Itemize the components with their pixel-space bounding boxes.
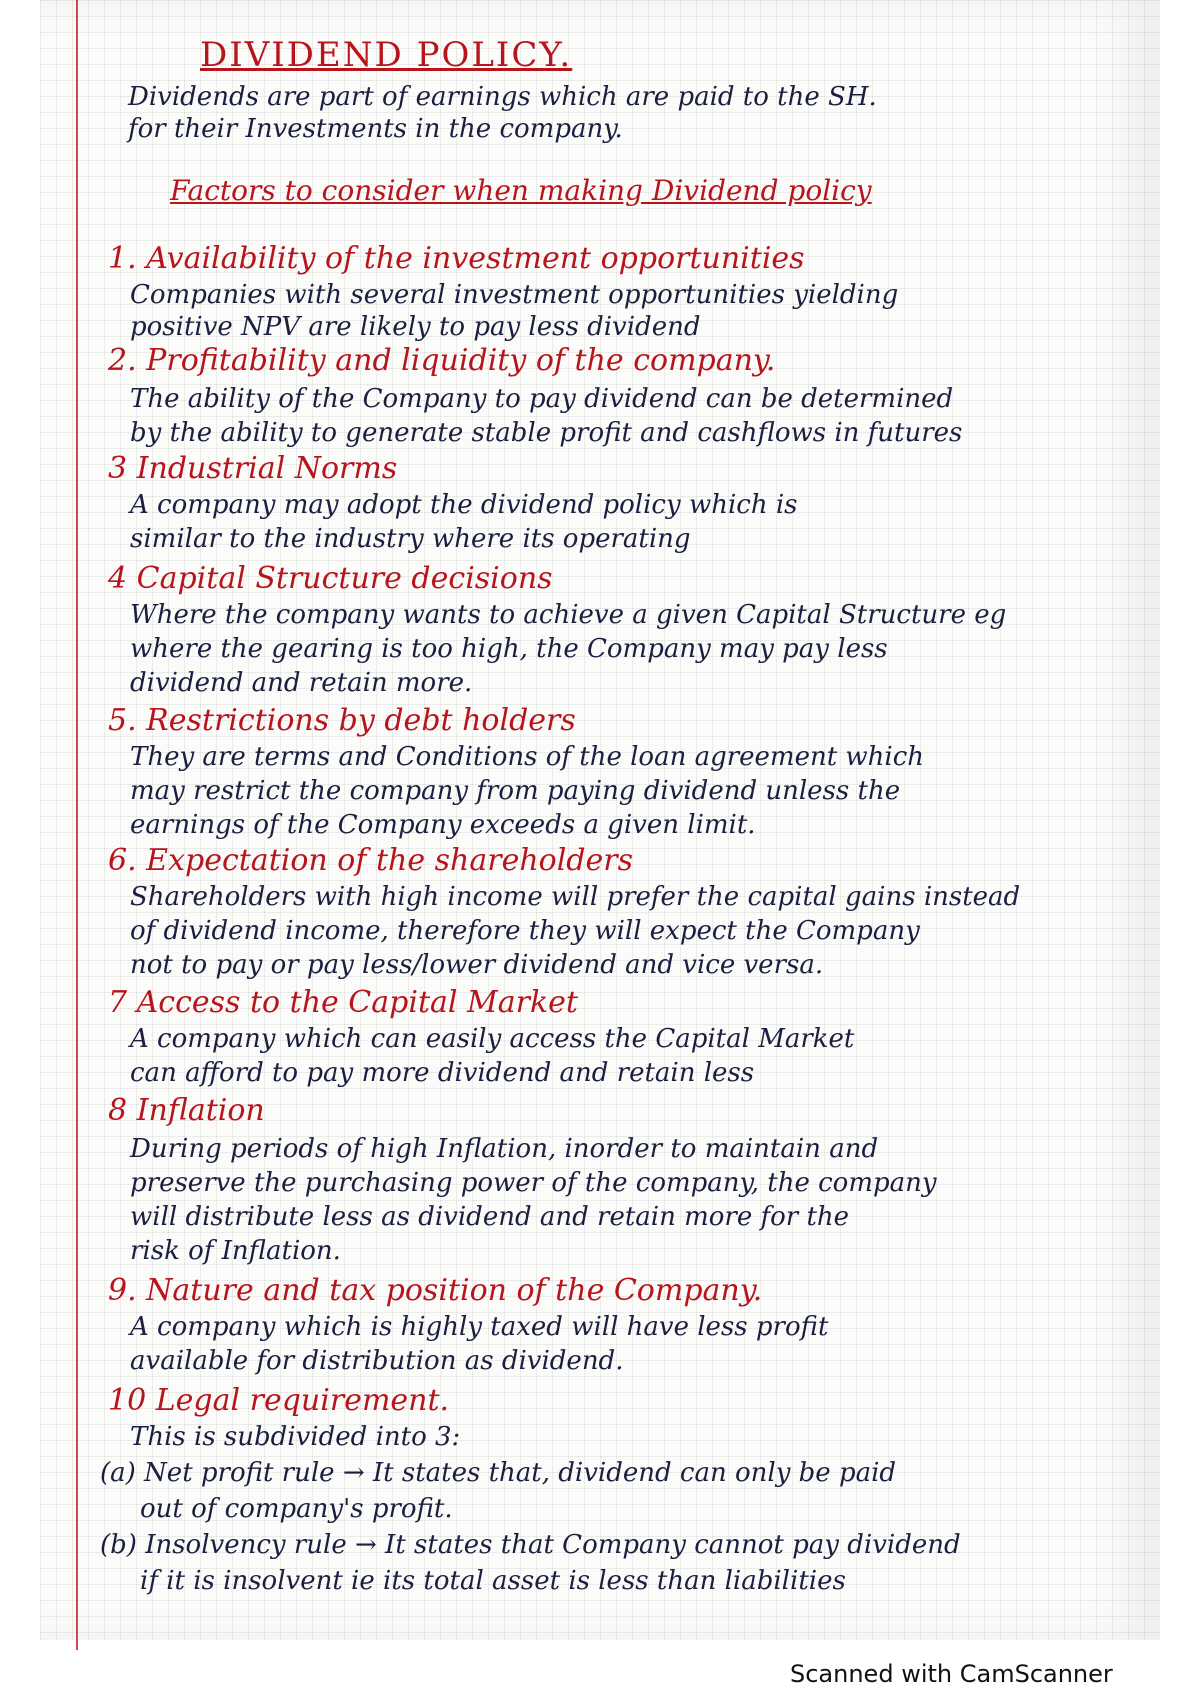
item-10-line: (a) Net profit rule → It states that, dividend can only be paid xyxy=(100,1458,897,1488)
item-8-line: risk of Inflation. xyxy=(130,1236,341,1266)
item-number: 1. xyxy=(108,241,137,276)
item-number: 8 xyxy=(108,1093,128,1128)
item-heading-text: Inflation xyxy=(136,1093,265,1128)
item-3-line: A company may adopt the dividend policy which is xyxy=(130,490,798,520)
item-4-line: dividend and retain more. xyxy=(130,668,473,698)
item-6-line: of dividend income, therefore they will expect the Company xyxy=(130,916,920,946)
item-heading-text: Profitability and liquidity of the company. xyxy=(146,343,776,378)
item-heading-text: Expectation of the shareholders xyxy=(146,843,633,878)
item-heading-text: Availability of the investment opportunities xyxy=(146,241,805,276)
item-10-line: (b) Insolvency rule → It states that Company cannot pay dividend xyxy=(100,1530,961,1560)
item-10-line: This is subdivided into 3: xyxy=(130,1422,461,1452)
item-7-line: A company which can easily access the Capital Market xyxy=(130,1024,855,1054)
item-5-line: may restrict the company from paying dividend unless the xyxy=(130,776,901,806)
item-number: 10 xyxy=(108,1383,147,1418)
item-10-line: if it is insolvent ie its total asset is less than liabilities xyxy=(140,1566,846,1596)
item-heading-text: Restrictions by debt holders xyxy=(146,703,576,738)
item-6-line: not to pay or pay less/lower dividend and vice versa. xyxy=(130,950,824,980)
item-5-line: They are terms and Conditions of the loan agreement which xyxy=(130,742,925,772)
item-1-line: positive NPV are likely to pay less dividend xyxy=(130,312,701,342)
item-10-line: out of company's profit. xyxy=(140,1494,453,1524)
factors-subheading: Factors to consider when making Dividend policy xyxy=(170,174,872,207)
intro-line-1: Dividends are part of earnings which are paid to the SH. xyxy=(128,82,877,112)
item-heading-text: Legal requirement. xyxy=(155,1383,450,1418)
item-heading-text: Industrial Norms xyxy=(136,451,398,486)
item-1-line: Companies with several investment opportunities yielding xyxy=(130,280,899,310)
item-7-line: can afford to pay more dividend and retain less xyxy=(130,1058,755,1088)
item-number: 9. xyxy=(108,1273,137,1308)
intro-line-2: for their Investments in the company. xyxy=(128,114,623,144)
item-number: 3 xyxy=(108,451,128,486)
item-number: 6. xyxy=(108,843,137,878)
item-4-line: Where the company wants to achieve a given Capital Structure eg xyxy=(130,600,1007,630)
item-9-line: available for distribution as dividend. xyxy=(130,1346,624,1376)
item-4-line: where the gearing is too high, the Company may pay less xyxy=(130,634,888,664)
item-5-heading xyxy=(108,703,576,738)
item-1-heading xyxy=(108,241,805,276)
item-6-heading xyxy=(108,843,633,878)
item-number: 4 xyxy=(108,561,128,596)
margin-line xyxy=(76,0,78,1650)
item-7-heading xyxy=(108,985,578,1020)
scanner-watermark: Scanned with CamScanner xyxy=(790,1660,1113,1688)
item-9-line: A company which is highly taxed will have less profit xyxy=(130,1312,829,1342)
item-9-heading xyxy=(108,1273,763,1308)
page-title: DIVIDEND POLICY. xyxy=(200,35,573,75)
item-heading-text: Nature and tax position of the Company. xyxy=(146,1273,763,1308)
item-3-heading xyxy=(108,451,398,486)
item-number: 7 xyxy=(108,985,128,1020)
item-2-line: The ability of the Company to pay dividend can be determined xyxy=(130,384,954,414)
item-8-line: During periods of high Inflation, inorder to maintain and xyxy=(130,1134,879,1164)
item-number: 5. xyxy=(108,703,137,738)
item-8-heading xyxy=(108,1093,265,1128)
item-6-line: Shareholders with high income will prefer the capital gains instead xyxy=(130,882,1021,912)
item-heading-text: Capital Structure decisions xyxy=(136,561,553,596)
item-3-line: similar to the industry where its operating xyxy=(130,524,691,554)
item-10-heading xyxy=(108,1383,450,1418)
item-8-line: will distribute less as dividend and retain more for the xyxy=(130,1202,850,1232)
item-number: 2. xyxy=(108,343,137,378)
item-5-line: earnings of the Company exceeds a given limit. xyxy=(130,810,756,840)
item-2-line: by the ability to generate stable profit and cashflows in futures xyxy=(130,418,963,448)
item-4-heading xyxy=(108,561,553,596)
item-heading-text: Access to the Capital Market xyxy=(136,985,578,1020)
item-2-heading xyxy=(108,343,776,378)
item-8-line: preserve the purchasing power of the company, the company xyxy=(130,1168,937,1198)
